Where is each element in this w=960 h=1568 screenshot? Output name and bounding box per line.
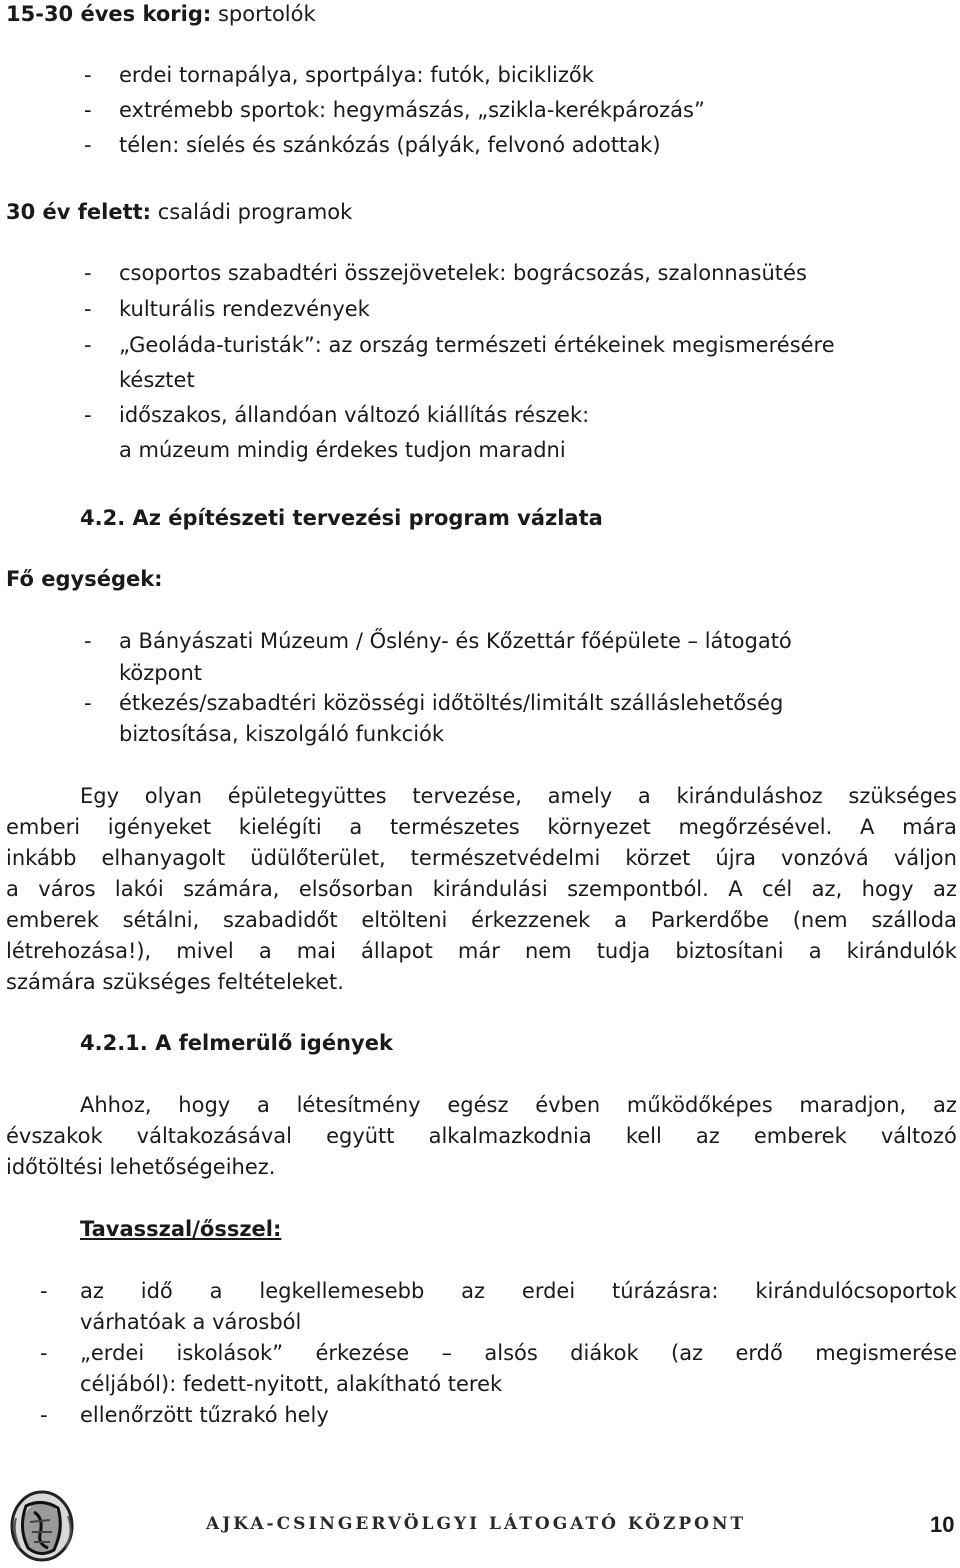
word: A bbox=[728, 877, 743, 901]
word: Parkerdőbe bbox=[650, 908, 769, 932]
word: diákok bbox=[570, 1341, 639, 1365]
paragraph-line: számára szükséges feltételeket. bbox=[6, 970, 344, 994]
section-title-4-2: 4.2. Az építészeti tervezési program vázlata bbox=[80, 506, 603, 530]
word: szükséges bbox=[848, 784, 957, 808]
list-item: télen: síelés és szánkózás (pályák, felvonó adottak) bbox=[119, 133, 661, 157]
word: kirándulócsoportok bbox=[755, 1279, 957, 1303]
word: környezet bbox=[547, 815, 651, 839]
word: a bbox=[258, 939, 272, 963]
word: elhanyagolt bbox=[101, 846, 226, 870]
word: amely bbox=[547, 784, 613, 808]
word: az bbox=[695, 1124, 720, 1148]
word: az, bbox=[811, 877, 843, 901]
word: számára, bbox=[183, 877, 280, 901]
list-item: erdei tornapálya, sportpálya: futók, biciklizők bbox=[119, 63, 594, 87]
word: kiránduláshoz bbox=[676, 784, 823, 808]
word: túrázásra: bbox=[612, 1279, 719, 1303]
word: változó bbox=[880, 1124, 957, 1148]
word: érkezése bbox=[315, 1341, 410, 1365]
heading-bold: 30 év felett: bbox=[6, 200, 152, 224]
paragraph-line bbox=[6, 907, 957, 933]
list-item-continued: késztet bbox=[119, 368, 195, 392]
word: lakói bbox=[114, 877, 164, 901]
word: az bbox=[461, 1279, 486, 1303]
word: a bbox=[614, 908, 627, 932]
word: idő bbox=[140, 1279, 173, 1303]
list-item: ellenőrzött tűzrakó hely bbox=[80, 1403, 329, 1427]
word: cél bbox=[761, 877, 793, 901]
word: működőképes bbox=[626, 1093, 773, 1117]
list-item: étkezés/szabadtéri közösségi időtöltés/limitált szálláslehetőség bbox=[119, 691, 784, 715]
word: kielégíti bbox=[238, 815, 322, 839]
word: a bbox=[808, 939, 822, 963]
section-title-4-2-1: 4.2.1. A felmerülő igények bbox=[80, 1031, 393, 1055]
word: emberek bbox=[753, 1124, 847, 1148]
word: megőrzésével. bbox=[678, 815, 833, 839]
word: váltakozásával bbox=[136, 1124, 292, 1148]
word: váljon bbox=[893, 846, 957, 870]
word: mivel bbox=[176, 939, 234, 963]
word: épületegyüttes bbox=[227, 784, 387, 808]
page-number: 10 bbox=[930, 1512, 955, 1537]
list-dash: - bbox=[84, 629, 92, 653]
paragraph-line bbox=[80, 783, 957, 809]
heading-rest: sportolók bbox=[211, 2, 316, 26]
word: a bbox=[209, 1279, 223, 1303]
word: A bbox=[860, 815, 875, 839]
word: szálloda bbox=[871, 908, 957, 932]
word: elsősorban bbox=[298, 877, 414, 901]
heading-bold: 15-30 éves korig: bbox=[6, 2, 212, 26]
list-dash: - bbox=[84, 63, 92, 87]
list-dash: - bbox=[84, 403, 92, 427]
paragraph-line bbox=[6, 938, 957, 964]
paragraph-line bbox=[80, 1092, 957, 1118]
list-dash: - bbox=[84, 261, 92, 285]
word: állapot bbox=[361, 939, 433, 963]
word: „erdei bbox=[80, 1341, 145, 1365]
word: az bbox=[932, 1093, 957, 1117]
heading-rest: családi programok bbox=[151, 200, 353, 224]
word: iskolások” bbox=[176, 1341, 284, 1365]
list-item: csoportos szabadtéri összejövetelek: bográcsozás, szalonnasütés bbox=[119, 261, 807, 285]
word: évben bbox=[535, 1093, 601, 1117]
list-item-continued: biztosítása, kiszolgáló funkciók bbox=[119, 722, 445, 746]
word: erdei bbox=[521, 1279, 576, 1303]
word: eltölteni bbox=[361, 908, 448, 932]
word: szabadidőt bbox=[223, 908, 338, 932]
word: (az bbox=[671, 1341, 704, 1365]
word: alkalmazkodnia bbox=[428, 1124, 592, 1148]
list-dash: - bbox=[40, 1279, 48, 1303]
list-item-continued: a múzeum mindig érdekes tudjon maradni bbox=[119, 438, 566, 462]
word: tervezése, bbox=[412, 784, 522, 808]
list-item: „Geoláda-turisták”: az ország természeti értékeinek megismerésére bbox=[119, 333, 835, 357]
list-dash: - bbox=[84, 333, 92, 357]
word: tudja bbox=[596, 939, 651, 963]
list-item-continued: céljából): fedett-nyitott, alakítható terek bbox=[80, 1372, 503, 1396]
word: erdő bbox=[735, 1341, 783, 1365]
word: a bbox=[349, 815, 363, 839]
word: évszakok bbox=[6, 1124, 103, 1148]
list-item: kulturális rendezvények bbox=[119, 297, 370, 321]
word: – bbox=[441, 1341, 453, 1365]
footer-title: AJKA-CSINGERVÖLGYI LÁTOGATÓ KÖZPONT bbox=[206, 1514, 747, 1534]
word: már bbox=[457, 939, 500, 963]
spring-autumn-heading: Tavasszal/ősszel: bbox=[80, 1217, 282, 1241]
word: szempontból. bbox=[567, 877, 709, 901]
word: hogy bbox=[178, 1093, 231, 1117]
word: az bbox=[80, 1279, 104, 1303]
word: hogy bbox=[861, 877, 914, 901]
paragraph-line bbox=[6, 876, 957, 902]
word: megismerése bbox=[815, 1341, 957, 1365]
word: sétálni, bbox=[122, 908, 200, 932]
word: körzet bbox=[625, 846, 691, 870]
list-dash: - bbox=[40, 1341, 48, 1365]
word: nem bbox=[524, 939, 572, 963]
list-item bbox=[80, 1340, 957, 1366]
word: vonzóvá bbox=[781, 846, 869, 870]
word: újra bbox=[715, 846, 757, 870]
fossil-shell-icon bbox=[4, 1488, 80, 1564]
paragraph-line bbox=[6, 845, 957, 871]
word: természetvédelmi bbox=[410, 846, 601, 870]
word: létesítmény bbox=[296, 1093, 421, 1117]
word: Ahhoz, bbox=[80, 1093, 152, 1117]
paragraph-line bbox=[6, 814, 957, 840]
section-heading-15-30 bbox=[6, 1, 316, 27]
word: inkább bbox=[6, 846, 77, 870]
word: a bbox=[256, 1093, 270, 1117]
list-item bbox=[80, 1278, 957, 1304]
word: város bbox=[38, 877, 96, 901]
word: mára bbox=[902, 815, 957, 839]
paragraph-line: időtöltési lehetőségeihez. bbox=[6, 1155, 276, 1179]
word: legkellemesebb bbox=[259, 1279, 425, 1303]
word: Egy bbox=[80, 784, 120, 808]
word: érkezzenek bbox=[471, 908, 591, 932]
word: létrehozása!), bbox=[6, 939, 152, 963]
word: kell bbox=[625, 1124, 662, 1148]
word: az bbox=[932, 877, 957, 901]
word: emberek bbox=[6, 908, 99, 932]
word: igényeket bbox=[107, 815, 212, 839]
list-dash: - bbox=[84, 133, 92, 157]
list-dash: - bbox=[40, 1403, 48, 1427]
word: egész bbox=[447, 1093, 509, 1117]
list-item-continued: várhatóak a városból bbox=[80, 1310, 302, 1334]
word: (nem bbox=[792, 908, 848, 932]
word: emberi bbox=[6, 815, 81, 839]
word: üdülőterület, bbox=[250, 846, 386, 870]
word: biztosítani bbox=[675, 939, 784, 963]
list-item: a Bányászati Múzeum / Őslény- és Kőzettár főépülete – látogató bbox=[119, 629, 792, 653]
section-heading-30 bbox=[6, 199, 352, 225]
word: a bbox=[6, 877, 19, 901]
list-item: időszakos, állandóan változó kiállítás részek: bbox=[119, 403, 590, 427]
word: együtt bbox=[326, 1124, 395, 1148]
word: kirándulók bbox=[846, 939, 957, 963]
word: természetes bbox=[389, 815, 520, 839]
word: maradjon, bbox=[799, 1093, 907, 1117]
list-item-continued: központ bbox=[119, 661, 203, 685]
list-item: extrémebb sportok: hegymászás, „szikla-kerékpározás” bbox=[119, 98, 705, 122]
list-dash: - bbox=[84, 691, 92, 715]
word: olyan bbox=[144, 784, 203, 808]
word: alsós bbox=[484, 1341, 538, 1365]
word: kirándulási bbox=[432, 877, 548, 901]
main-units-heading: Fő egységek: bbox=[6, 567, 163, 591]
word: a bbox=[637, 784, 651, 808]
word: mai bbox=[296, 939, 336, 963]
paragraph-line bbox=[6, 1123, 957, 1149]
list-dash: - bbox=[84, 98, 92, 122]
list-dash: - bbox=[84, 297, 92, 321]
